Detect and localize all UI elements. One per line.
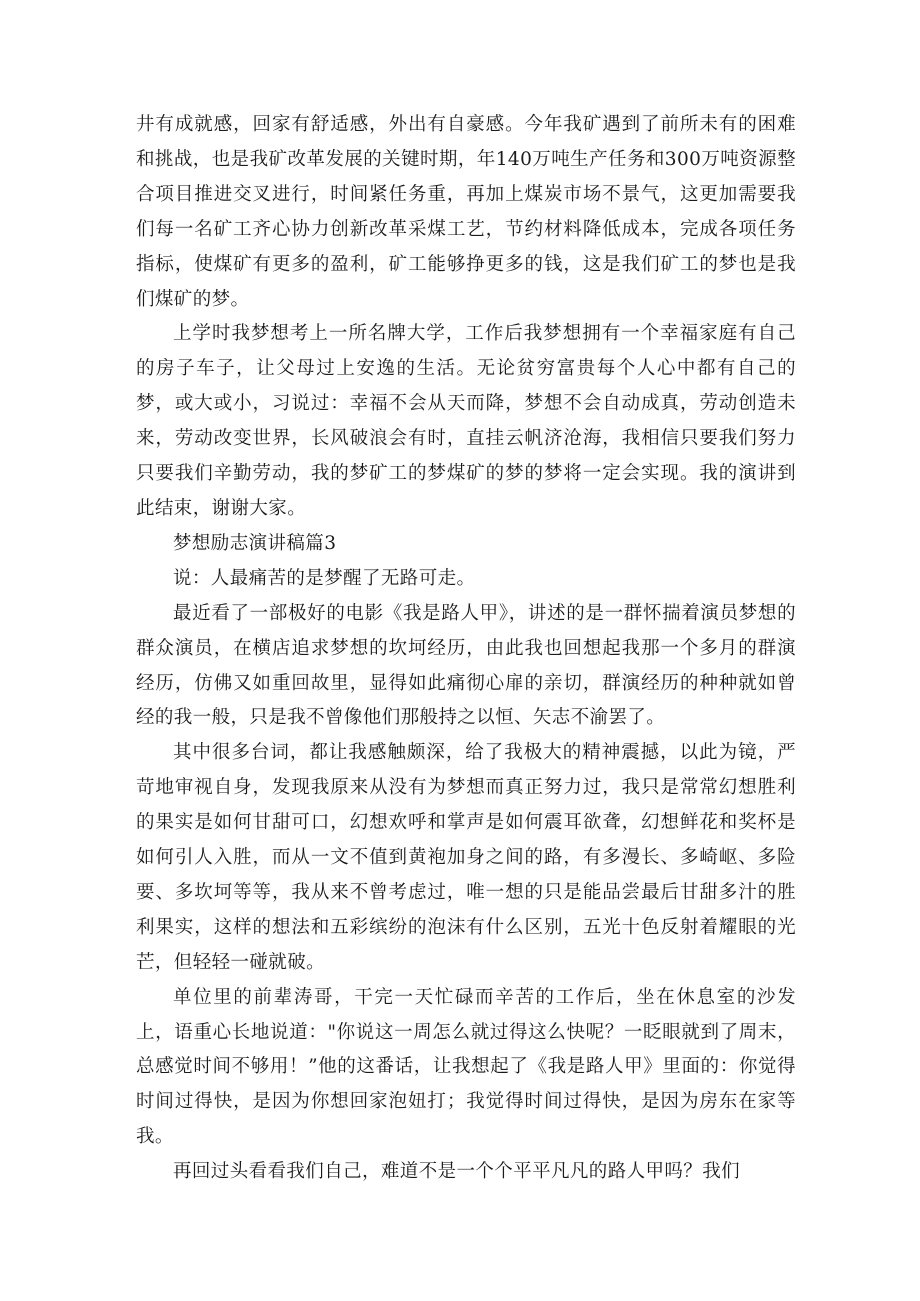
paragraph-4: 最近看了一部极好的电影《我是路人甲》，讲述的是一群怀揣着演员梦想的群众演员，在横店追求梦想的坎坷经历，由此我也回想起我那一个多月的群演经历，仿佛又如重回故里，显得如此痛彻心扉的亲切，群演经历的种种就如曾经的我一般，只是我不曾像他们那般持之以恒、矢志不渝罢了。 [136,602,796,729]
paragraph-3: 说：人最痛苦的是梦醒了无路可走。 [173,567,476,589]
paragraph-1: 井有成就感，回家有舒适感，外出有自豪感。今年我矿遇到了前所未有的困难和挑战，也是我矿改革发展的关键时期，年140万吨生产任务和300万吨资源整合项目推进交叉进行，时间紧任务重，再加上煤炭市场不景气，这更加需要我们每一名矿工齐心协力创新改革采煤工艺，节约材料降低成本，完成各项任务指标，使煤矿有更多的盈利，矿工能够挣更多的钱，这是我们矿工的梦也是我们煤矿的梦。 [136,114,796,310]
document-body [136,108,796,1190]
paragraph-7: 再回过头看看我们自己，难道不是一个个平平凡凡的路人甲吗？我们 [173,1161,741,1183]
paragraph-6: 单位里的前辈涛哥，干完一天忙碌而辛苦的工作后，坐在休息室的沙发上，语重心长地说道："你说这一周怎么就过得这么快呢？一眨眼就到了周末，总感觉时间不够用！”他的这番话，让我想起了《我是路人甲》里面的：你觉得时间过得快，是因为你想回家泡妞打；我觉得时间过得快，是因为房东在家等我。 [136,986,796,1148]
section-heading: 梦想励志演讲稿篇3 [173,532,337,554]
paragraph-2: 上学时我梦想考上一所名牌大学，工作后我梦想拥有一个幸福家庭有自己的房子车子，让父母过上安逸的生活。无论贫穷富贵每个人心中都有自己的梦，或大或小，习说过：幸福不会从天而降，梦想不会自动成真，劳动创造未来，劳动改变世界，长风破浪会有时，直挂云帆济沧海，我相信只要我们努力只要我们辛勤劳动，我的梦矿工的梦煤矿的梦的梦将一定会实现。我的演讲到此结束，谢谢大家。 [136,323,796,519]
paragraph-5: 其中很多台词，都让我感触颇深，给了我极大的精神震撼，以此为镜，严苛地审视自身，发现我原来从没有为梦想而真正努力过，我只是常常幻想胜利的果实是如何甘甜可口，幻想欢呼和掌声是如何震耳欲聋，幻想鲜花和奖杯是如何引人入胜，而从一文不值到黄袍加身之间的路，有多漫长、多崎岖、多险要、多坎坷等等，我从来不曾考虑过，唯一想的只是能品尝最后甘甜多汁的胜利果实，这样的想法和五彩缤纷的泡沫有什么区别，五光十色反射着耀眼的光芒，但轻轻一碰就破。 [136,742,796,973]
